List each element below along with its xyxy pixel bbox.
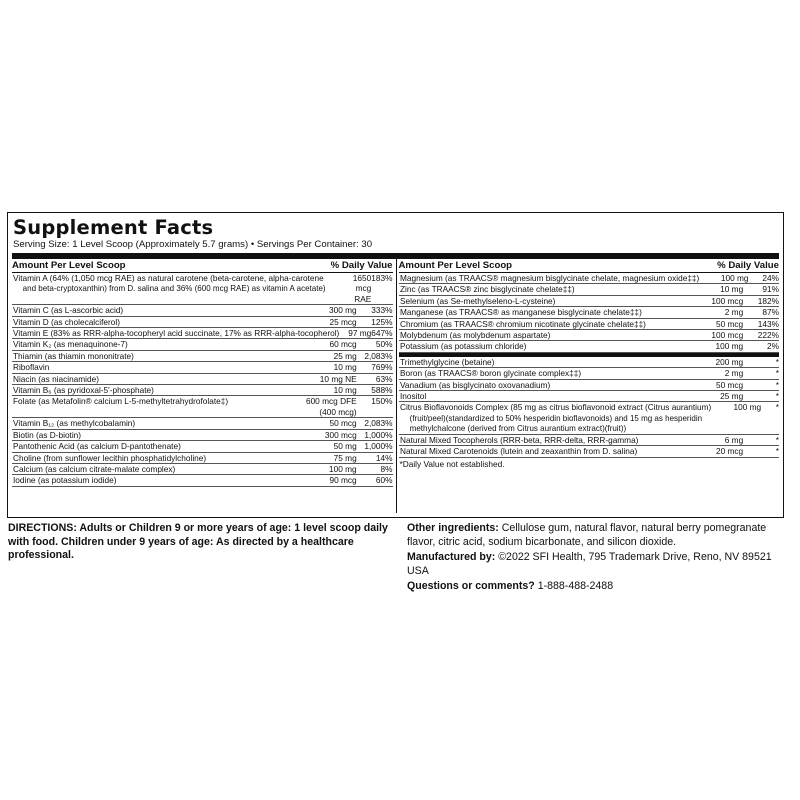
- nutrient-row: [12, 351, 393, 362]
- nutrient-name: [399, 341, 686, 351]
- nutrient-row: [12, 396, 393, 418]
- nutrient-name-line: Vitamin E (83% as RRR-alpha-tocopheryl acid succinate, 17% as RRR-alpha-tocopherol): [13, 328, 340, 339]
- nutrient-daily-value: *: [775, 402, 779, 413]
- nutrient-amount: [299, 418, 357, 428]
- nutrient-amount-line: 50 mg: [333, 441, 357, 452]
- nutrient-amount-line: 50 mcg: [715, 318, 744, 329]
- nutrient-amount-line: 2 mg: [724, 368, 744, 379]
- nutrient-row: [399, 319, 780, 330]
- manufacturer: [407, 551, 787, 578]
- left-column: [12, 259, 396, 487]
- nutrient-row: [12, 317, 393, 328]
- nutrient-amount: [686, 391, 744, 401]
- serving-info: Serving Size: 1 Level Scoop (Approximately 5.7 grams) • Servings Per Container: 30: [13, 239, 373, 250]
- nutrient-row: [12, 273, 393, 305]
- nutrient-name-line: Riboflavin: [13, 362, 50, 373]
- panel-title: Supplement Facts: [13, 216, 214, 239]
- nutrient-daily-value: 183%: [371, 273, 393, 283]
- nutrient-name: [12, 418, 299, 428]
- nutrient-name-line: Vitamin K₂ (as menaquinone-7): [13, 339, 128, 350]
- nutrient-amount-line: 20 mcg: [715, 446, 744, 457]
- nutrient-daily-value: 2%: [767, 341, 779, 352]
- manufacturer-label: Manufactured by:: [407, 551, 496, 563]
- nutrient-name: [399, 357, 686, 367]
- nutrient-daily-value: 182%: [757, 295, 779, 306]
- nutrient-amount: [686, 435, 744, 445]
- nutrient-row: [12, 464, 393, 475]
- nutrient-name: [12, 328, 340, 338]
- nutrient-amount: [299, 317, 357, 327]
- nutrient-daily-value: 125%: [371, 316, 393, 327]
- left-header: [12, 259, 393, 273]
- nutrient-amount: [299, 339, 357, 349]
- nutrient-daily-value: *: [775, 434, 779, 445]
- nutrient-amount-line: 97 mg: [348, 328, 372, 339]
- nutrient-name: [399, 380, 686, 390]
- other-ingredients: [407, 522, 787, 549]
- nutrient-amount-line: 50 mcg: [715, 379, 744, 390]
- nutrient-daily-value: 24%: [762, 273, 779, 283]
- nutrient-daily-value: 8%: [380, 463, 393, 474]
- nutrient-name-line: Calcium (as calcium citrate-malate complex): [13, 463, 176, 474]
- nutrient-amount-line: 50 mcg: [329, 418, 357, 429]
- nutrient-name-line: Natural Mixed Carotenoids (lutein and zeaxanthin from D. salina): [399, 446, 637, 457]
- nutrient-name-line: (fruit/peel)(standardized to 50% hesperidin bioflavonoids) and 15 mg as hesperidin: [409, 412, 702, 423]
- nutrient-amount-line: 200 mg: [715, 356, 744, 367]
- nutrient-daily-value: 333%: [371, 305, 393, 316]
- nutrient-daily-value: 1,000%: [364, 441, 393, 452]
- right-column: [396, 259, 780, 487]
- amount-header-right: Amount Per Level Scoop: [398, 260, 513, 271]
- nutrient-amount-line: 2 mg: [724, 307, 744, 318]
- nutrient-amount-line: 10 mg NE: [319, 373, 357, 384]
- nutrient-amount-line: 10 mg: [333, 362, 357, 373]
- right-rows-no-dv: [399, 357, 780, 458]
- nutrient-daily-value: 150%: [371, 396, 393, 407]
- nutrient-row: [12, 430, 393, 441]
- nutrient-name: [399, 330, 686, 340]
- nutrient-name: [12, 464, 299, 474]
- nutrient-columns: [12, 259, 779, 487]
- nutrient-amount: [733, 402, 762, 433]
- nutrient-daily-value: 143%: [757, 318, 779, 329]
- nutrient-daily-value: 2,083%: [364, 350, 393, 361]
- other-ingredients-text: Cellulose gum, natural flavor, natural berry pomegranate flavor, citric acid, sodium bicarbonate, and silicon dioxide.: [407, 522, 767, 548]
- nutrient-name-line: and beta-cryptoxanthin) from D. salina and 36% (600 mcg RAE) as vitamin A acetate): [22, 283, 326, 294]
- nutrient-amount-line: 100 mg: [715, 341, 744, 352]
- nutrient-name-line: Biotin (as D-biotin): [13, 429, 82, 440]
- nutrient-name: [399, 296, 686, 306]
- nutrient-row: [12, 475, 393, 486]
- nutrient-amount-line: 90 mcg: [329, 475, 357, 486]
- nutrient-name: [12, 273, 347, 304]
- nutrient-daily-value: 87%: [762, 307, 779, 318]
- nutrient-amount-line: 6 mg: [724, 434, 744, 445]
- nutrient-name: [12, 305, 299, 315]
- nutrient-name: [399, 273, 700, 283]
- nutrient-name: [12, 453, 299, 463]
- nutrient-daily-value: *: [775, 379, 779, 390]
- nutrient-amount: [299, 385, 357, 395]
- nutrient-name-line: Iodine (as potassium iodide): [13, 475, 117, 486]
- nutrient-name-line: Chromium (as TRAACS® chromium nicotinate glycinate chelate‡‡): [399, 318, 646, 329]
- nutrient-amount: [686, 380, 744, 390]
- nutrient-name-line: Vanadium (as bisglycinato oxovanadium): [399, 379, 550, 390]
- nutrient-amount: [347, 273, 371, 304]
- nutrient-name: [399, 391, 686, 401]
- right-header: [399, 259, 780, 273]
- amount-header: Amount Per Level Scoop: [12, 260, 126, 271]
- nutrient-name-line: Choline (from sunflower lecithin phosphatidylcholine): [13, 452, 207, 463]
- nutrient-amount-line: 300 mg: [329, 305, 357, 316]
- nutrient-name: [399, 435, 686, 445]
- nutrient-amount-line: 25 mg: [333, 350, 357, 361]
- nutrient-daily-value: 91%: [762, 284, 779, 295]
- nutrient-daily-value: *: [775, 356, 779, 367]
- nutrient-name: [399, 446, 686, 456]
- nutrient-row: [399, 296, 780, 307]
- questions: [407, 580, 787, 594]
- nutrient-row: [12, 453, 393, 464]
- supplement-facts-panel: [7, 212, 784, 518]
- nutrient-name-line: Folate (as Metafolin® calcium L-5-methyltetrahydrofolate‡): [13, 396, 229, 407]
- nutrient-row: [12, 305, 393, 316]
- nutrient-daily-value: 14%: [375, 452, 393, 463]
- nutrient-amount-line: 60 mcg: [329, 339, 357, 350]
- nutrient-name-line: Molybdenum (as molybdenum aspartate): [399, 330, 550, 341]
- nutrient-daily-value: *: [775, 368, 779, 379]
- nutrient-name: [12, 385, 299, 395]
- nutrient-row: [399, 273, 780, 284]
- nutrient-name-line: Inositol: [399, 391, 426, 402]
- nutrient-daily-value: 60%: [375, 475, 393, 486]
- dv-header: % Daily Value: [330, 260, 393, 271]
- nutrient-row: [12, 339, 393, 350]
- nutrient-name: [12, 362, 299, 372]
- nutrient-daily-value: *: [775, 446, 779, 457]
- nutrient-name-line: Boron (as TRAACS® boron glycinate complex‡‡): [399, 368, 581, 379]
- nutrient-name-line: Natural Mixed Tocopherols (RRR-beta, RRR-delta, RRR-gamma): [399, 434, 638, 445]
- nutrient-row: [12, 441, 393, 452]
- nutrient-amount: [686, 284, 744, 294]
- nutrient-name: [12, 430, 299, 440]
- nutrient-row: [399, 307, 780, 318]
- nutrient-amount-line: 10 mg: [720, 284, 744, 295]
- nutrient-amount: [686, 357, 744, 367]
- nutrient-daily-value: *: [775, 391, 779, 402]
- nutrient-row: [399, 341, 780, 352]
- nutrient-amount: [686, 307, 744, 317]
- nutrient-amount: [686, 319, 744, 329]
- nutrient-amount-line: 1650 mcg RAE: [352, 273, 372, 304]
- nutrient-amount-line: (400 mcg): [319, 406, 357, 417]
- dv-header-right: % Daily Value: [717, 260, 779, 271]
- nutrient-amount: [299, 464, 357, 474]
- nutrient-daily-value: 1,000%: [364, 429, 393, 440]
- nutrient-row: [399, 380, 780, 391]
- nutrient-name-line: Vitamin A (64% (1,050 mcg RAE) as natural carotene (beta-carotene, alpha-carotene: [13, 273, 324, 283]
- nutrient-daily-value: 769%: [371, 362, 393, 373]
- nutrient-amount-line: 100 mg: [329, 463, 357, 474]
- questions-phone: 1-888-488-2488: [534, 580, 614, 592]
- nutrient-name-line: Trimethylglycine (betaine): [399, 356, 494, 367]
- nutrient-daily-value: 63%: [375, 373, 393, 384]
- nutrient-amount: [293, 396, 357, 417]
- nutrient-name: [12, 475, 299, 485]
- nutrient-amount: [299, 453, 357, 463]
- nutrient-daily-value: 588%: [371, 385, 393, 396]
- nutrient-name: [12, 374, 299, 384]
- nutrient-amount-line: 25 mcg: [329, 316, 357, 327]
- nutrient-amount: [299, 441, 357, 451]
- nutrient-name-line: Vitamin C (as L-ascorbic acid): [13, 305, 124, 316]
- nutrient-row: [12, 328, 393, 339]
- nutrient-row: [399, 391, 780, 402]
- right-rows-dv: [399, 273, 780, 353]
- nutrient-name-line: Manganese (as TRAACS® as manganese bisglycinate chelate‡‡): [399, 307, 642, 318]
- nutrient-name: [399, 368, 686, 378]
- nutrient-name: [399, 319, 686, 329]
- nutrient-row: [399, 368, 780, 379]
- nutrient-amount-line: 75 mg: [333, 452, 357, 463]
- nutrient-daily-value: 2,083%: [364, 418, 393, 429]
- nutrient-amount: [686, 341, 744, 351]
- nutrient-name-line: Citrus Bioflavonoids Complex (85 mg as citrus bioflavonoid extract (Citrus aurantium): [399, 402, 711, 413]
- nutrient-amount: [299, 305, 357, 315]
- directions: DIRECTIONS: Adults or Children 9 or more years of age: 1 level scoop daily with food. Children under 9 years of age: As directed by a healthcare professional.: [8, 522, 388, 561]
- nutrient-amount: [299, 430, 357, 440]
- nutrient-daily-value: 222%: [757, 330, 779, 341]
- nutrient-name-line: Niacin (as niacinamide): [13, 373, 99, 384]
- product-info: [407, 522, 787, 596]
- nutrient-name: [399, 307, 686, 317]
- nutrient-amount-line: 100 mcg: [711, 295, 744, 306]
- nutrient-amount: [299, 362, 357, 372]
- manufacturer-text: ©2022 SFI Health, 795 Trademark Drive, Reno, NV 89521 USA: [407, 551, 772, 577]
- nutrient-daily-value: 647%: [371, 328, 393, 339]
- nutrient-amount-line: 10 mg: [333, 385, 357, 396]
- nutrient-name: [399, 402, 733, 433]
- other-ingredients-label: Other ingredients:: [407, 522, 499, 534]
- nutrient-name-line: methylchalcone (derived from Citrus aurantium extract)(fruit)): [409, 423, 626, 434]
- nutrient-row: [399, 330, 780, 341]
- nutrient-row: [399, 357, 780, 368]
- nutrient-row: [12, 385, 393, 396]
- nutrient-row: [399, 402, 780, 434]
- nutrient-name: [12, 441, 299, 451]
- nutrient-amount: [299, 475, 357, 485]
- nutrient-name-line: Vitamin B₁₂ (as methylcobalamin): [13, 418, 136, 429]
- nutrient-amount-line: 25 mg: [720, 391, 744, 402]
- nutrient-amount-line: 300 mcg: [324, 429, 357, 440]
- footnote: *Daily Value not established.: [399, 458, 505, 469]
- nutrient-amount: [299, 351, 357, 361]
- nutrient-name: [12, 317, 299, 327]
- nutrient-row: [399, 435, 780, 446]
- nutrient-row: [399, 446, 780, 457]
- nutrient-name-line: Selenium (as Se-methylseleno-L-cysteine): [399, 295, 555, 306]
- nutrient-amount: [686, 296, 744, 306]
- nutrient-amount-line: 100 mcg: [711, 330, 744, 341]
- nutrient-name: [12, 396, 293, 417]
- nutrient-name-line: Zinc (as TRAACS® zinc bisglycinate chelate‡‡): [399, 284, 575, 295]
- nutrient-amount-line: 600 mcg DFE: [305, 396, 357, 407]
- nutrient-amount: [686, 368, 744, 378]
- nutrient-amount: [686, 446, 744, 456]
- nutrient-row: [12, 418, 393, 429]
- nutrient-amount-line: 100 mg: [720, 273, 749, 283]
- column-divider: [396, 259, 397, 513]
- nutrient-name-line: Magnesium (as TRAACS® magnesium bisglycinate chelate, magnesium oxide‡‡): [399, 273, 699, 283]
- nutrient-name-line: Potassium (as potassium chloride): [399, 341, 526, 352]
- nutrient-name: [12, 339, 299, 349]
- nutrient-name: [12, 351, 299, 361]
- nutrient-name-line: Vitamin D (as cholecalciferol): [13, 316, 120, 327]
- nutrient-name-line: Vitamin B₆ (as pyridoxal-5'-phosphate): [13, 385, 154, 396]
- nutrient-amount: [686, 330, 744, 340]
- nutrient-row: [399, 284, 780, 295]
- nutrient-name-line: Pantothenic Acid (as calcium D-pantothenate): [13, 441, 181, 452]
- nutrient-amount-line: 100 mg: [733, 402, 762, 413]
- nutrient-daily-value: 50%: [375, 339, 393, 350]
- nutrient-row: [12, 362, 393, 373]
- nutrient-amount: [700, 273, 749, 283]
- nutrient-row: [12, 374, 393, 385]
- nutrient-name-line: Thiamin (as thiamin mononitrate): [13, 350, 134, 361]
- nutrient-amount: [340, 328, 371, 338]
- nutrient-amount: [299, 374, 357, 384]
- questions-label: Questions or comments?: [407, 580, 535, 592]
- left-rows: [12, 273, 393, 487]
- nutrient-name: [399, 284, 686, 294]
